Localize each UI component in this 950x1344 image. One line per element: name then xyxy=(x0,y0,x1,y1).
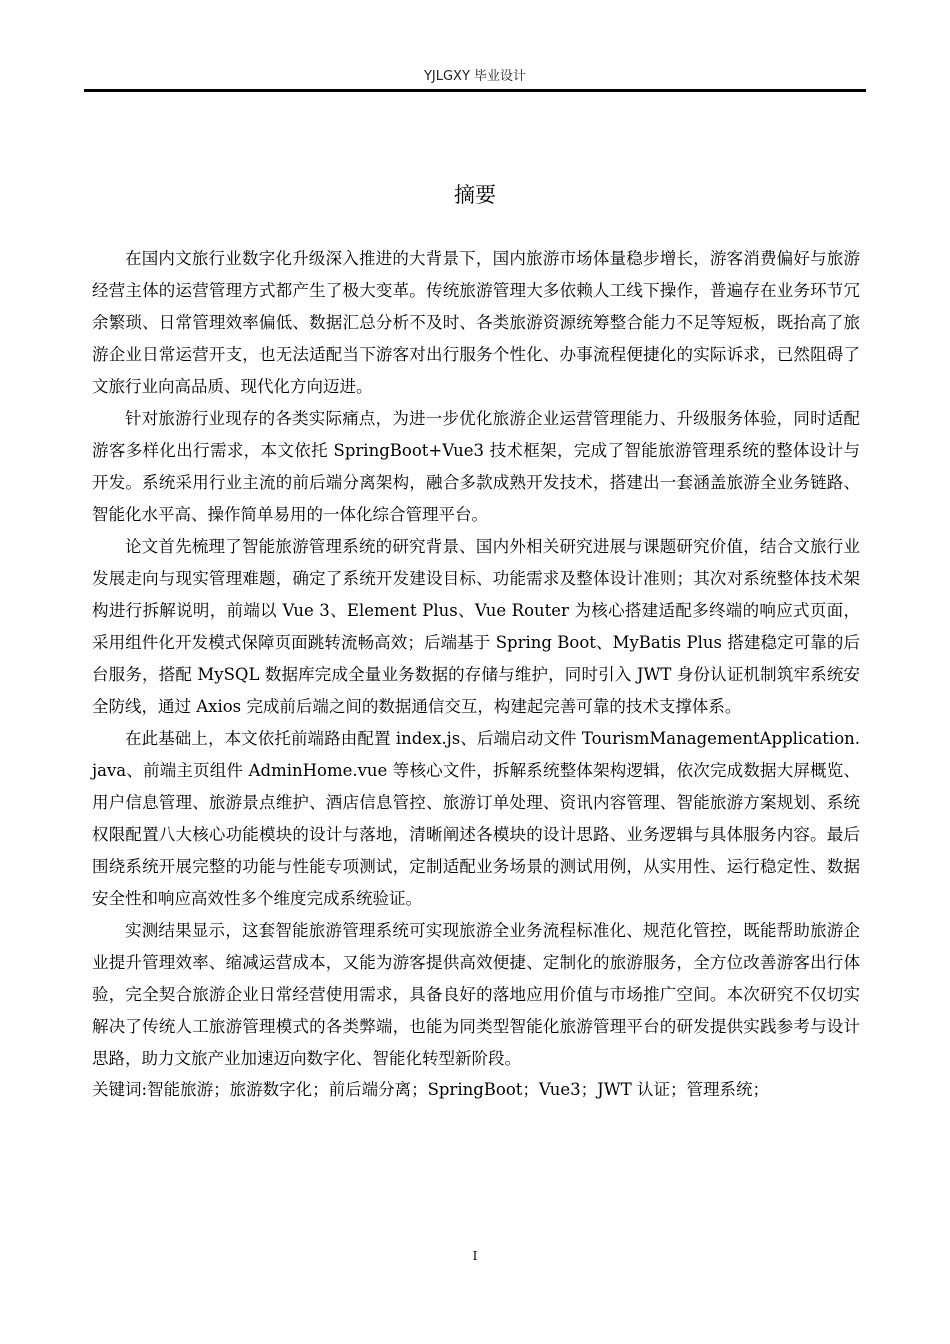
abstract-paragraph-2: 针对旅游行业现存的各类实际痛点，为进一步优化旅游企业运营管理能力、升级服务体验，同时适配游客多样化出行需求，本文依托 SpringBoot+Vue3 技术框架，完成了智能旅游管理系统的整体设计与开发。系统采用行业主流的前后端分离架构，融合多款成熟开发技术，搭建出一套涵盖旅游全业务链路、智能化水平高、操作简单易用的一体化综合管理平台。 xyxy=(92,409,860,524)
abstract-paragraph-3: 论文首先梳理了智能旅游管理系统的研究背景、国内外相关研究进展与课题研究价值，结合文旅行业发展走向与现实管理难题，确定了系统开发建设目标、功能需求及整体设计准则；其次对系统整体技术架构进行拆解说明，前端以 Vue 3、Element Plus、Vue Router 为核心搭建适配多终端的响应式页面，采用组件化开发模式保障页面跳转流畅高效；后端基于 Spring Boot、MyBatis Plus 搭建稳定可靠的后台服务，搭配 MySQL 数据库完成全量业务数据的存储与维护，同时引入 JWT 身份认证机制筑牢系统安全防线，通过 Axios 完成前后端之间的数据通信交互，构建起完善可靠的技术支撑体系。 xyxy=(92,537,860,716)
keywords-text: 智能旅游；旅游数字化；前后端分离；SpringBoot；Vue3；JWT 认证；管理系统； xyxy=(147,1080,769,1099)
abstract-paragraph-5: 实测结果显示，这套智能旅游管理系统可实现旅游全业务流程标准化、规范化管控，既能帮助旅游企业提升管理效率、缩减运营成本，又能为游客提供高效便捷、定制化的旅游服务，全方位改善游客出行体验，完全契合旅游企业日常经营使用需求，具备良好的落地应用价值与市场推广空间。本次研究不仅切实解决了传统人工旅游管理模式的各类弊端，也能为同类型智能化旅游管理平台的研发提供实践参考与设计思路，助力文旅产业加速迈向数字化、智能化转型新阶段。 xyxy=(92,921,860,1068)
abstract-title: 摘要 xyxy=(454,183,496,207)
abstract-paragraph-1: 在国内文旅行业数字化升级深入推进的大背景下，国内旅游市场体量稳步增长，游客消费偏好与旅游经营主体的运营管理方式都产生了极大变革。传统旅游管理大多依赖人工线下操作，普遍存在业务环节冗余繁琐、日常管理效率偏低、数据汇总分析不及时、各类旅游资源统筹整合能力不足等短板，既抬高了旅游企业日常运营开支，也无法适配当下游客对出行服务个性化、办事流程便捷化的实际诉求，已然阻碍了文旅行业向高品质、现代化方向迈进。 xyxy=(92,249,860,396)
keywords-separator: : xyxy=(141,1080,148,1099)
header-rule xyxy=(84,89,866,92)
page-header: YJLGXY 毕业设计 xyxy=(423,69,527,84)
abstract-body xyxy=(92,243,860,1105)
abstract-paragraph-4: 在此基础上，本文依托前端路由配置 index.js、后端启动文件 TourismManagementApplication.java、前端主页组件 AdminHome.vue 等核心文件，拆解系统整体架构逻辑，依次完成数据大屏概览、用户信息管理、旅游景点维护、酒店信息管控、旅游订单处理、资讯内容管理、智能旅游方案规划、系统权限配置八大核心功能模块的设计与落地，清晰阐述各模块的设计思路、业务逻辑与具体服务内容。最后围绕系统开展完整的功能与性能专项测试，定制适配业务场景的测试用例，从实用性、运行稳定性、数据安全性和响应高效性多个维度完成系统验证。 xyxy=(92,729,860,908)
keywords-label: 关键词 xyxy=(92,1080,142,1099)
keywords-line xyxy=(92,1075,860,1105)
page-number: I xyxy=(472,1249,478,1263)
